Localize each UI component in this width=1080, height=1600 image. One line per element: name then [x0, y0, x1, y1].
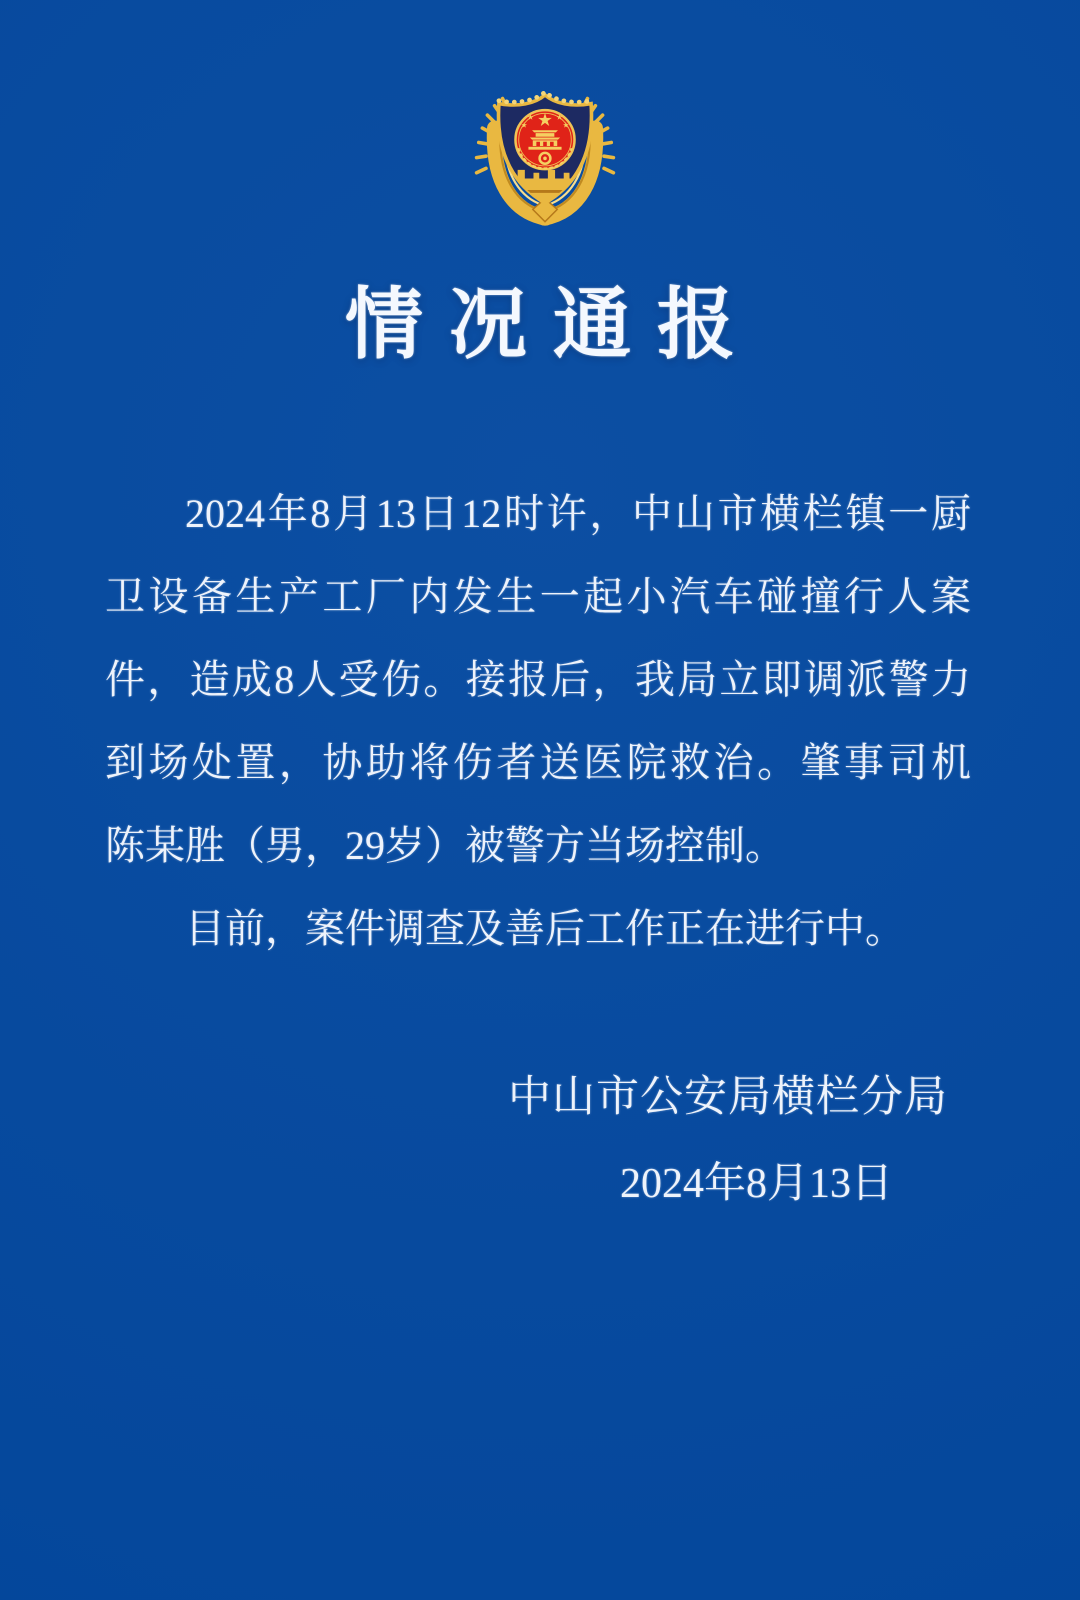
police-emblem-icon: [473, 82, 617, 226]
body-line-3: 件，造成8人受伤。接报后，我局立即调派警力: [105, 657, 971, 702]
body-line-4: 到场处置，协助将伤者送医院救治。肇事司机: [105, 740, 971, 785]
notice-title: 情况通报: [344, 281, 761, 368]
body-paragraph-2: 目前，案件调查及善后工作正在进行中。: [185, 906, 905, 951]
notice-body: [105, 472, 971, 970]
body-line-5: 陈某胜（男，29岁）被警方当场控制。: [105, 823, 785, 868]
body-line-1: 2024年8月13日12时许，中山市横栏镇一厨: [185, 491, 971, 536]
signature-date: 2024年8月13日: [619, 1161, 893, 1207]
signature-issuer: 中山市公安局横栏分局: [508, 1074, 948, 1121]
body-line-2: 卫设备生产工厂内发生一起小汽车碰撞行人案: [105, 574, 971, 619]
